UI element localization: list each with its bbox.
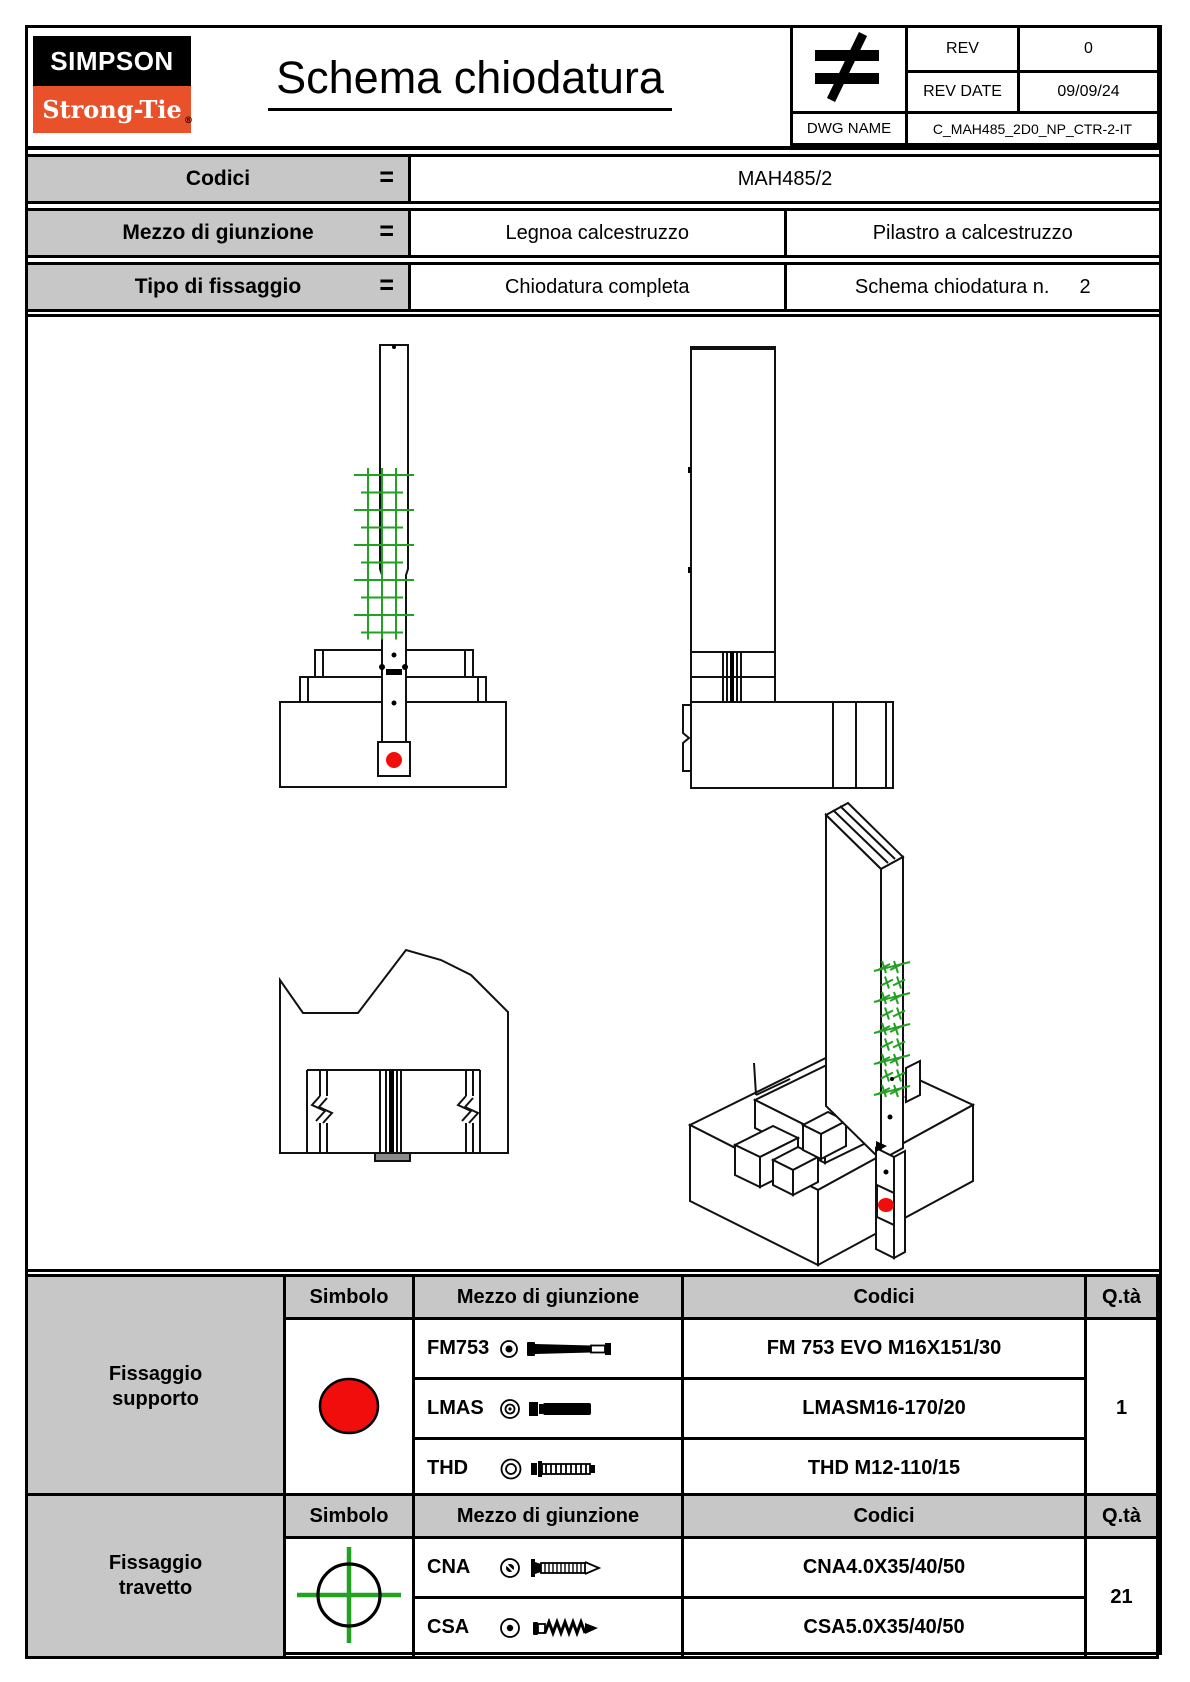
codici-value: MAH485/2 <box>737 167 833 190</box>
header-divider <box>25 146 1162 150</box>
header-qty: Q.tà <box>1086 1495 1158 1538</box>
header-codici: Codici <box>683 1276 1086 1319</box>
rev-date-label: REV DATE <box>907 72 1019 113</box>
code-cna: CNA4.0X35/40/50 <box>683 1538 1086 1598</box>
code-thd: THD M12-110/15 <box>683 1439 1086 1499</box>
rev-label: REV <box>907 27 1019 72</box>
joist-symbol-cell <box>285 1538 414 1658</box>
header-mezzo: Mezzo di giunzione <box>414 1276 683 1319</box>
header-mezzo: Mezzo di giunzione <box>414 1495 683 1538</box>
code-csa: CSA5.0X35/40/50 <box>683 1598 1086 1658</box>
support-fixing-table <box>25 1274 1159 1500</box>
mezzo-value-2: Pilastro a calcestruzzo <box>784 211 1160 255</box>
logo-simpson-text: SIMPSON <box>33 36 191 86</box>
simpson-strongtie-logo <box>33 36 191 133</box>
header-codici: Codici <box>683 1495 1086 1538</box>
technical-drawing <box>28 317 1159 1269</box>
plan-section-view <box>280 950 508 1161</box>
revision-table <box>790 25 1160 146</box>
equals-sign: = <box>379 269 394 301</box>
support-table-label: Fissaggio supporto <box>27 1276 285 1499</box>
registered-mark: ® <box>184 116 193 126</box>
header-simbolo: Simbolo <box>285 1276 414 1319</box>
cna-nail-icon <box>499 1550 629 1586</box>
info-row-fissaggio <box>25 262 1162 312</box>
code-lmas: LMASM16-170/20 <box>683 1379 1086 1439</box>
info-row-codici <box>25 154 1162 204</box>
lmas-anchor-icon <box>499 1391 629 1427</box>
fastener-row-thd: THD <box>414 1439 683 1499</box>
not-equal-projection-icon <box>799 28 899 106</box>
projection-symbol-cell <box>792 27 907 113</box>
front-view <box>280 345 506 787</box>
joist-table-label: Fissaggio travetto <box>27 1495 285 1658</box>
header-qty: Q.tà <box>1086 1276 1158 1319</box>
equals-sign: = <box>379 215 394 247</box>
rev-date-value: 09/09/24 <box>1019 72 1159 113</box>
isometric-view <box>690 803 973 1265</box>
side-view <box>683 347 893 788</box>
drawing-area <box>25 314 1162 1272</box>
fastener-row-cna: CNA <box>414 1538 683 1598</box>
red-circle-icon <box>304 1356 394 1456</box>
fastener-row-fm753: FM753 <box>414 1319 683 1379</box>
dwg-name-value: C_MAH485_2D0_NP_CTR-2-IT <box>907 113 1159 145</box>
thd-screw-anchor-icon <box>499 1451 629 1487</box>
logo-strongtie-text: Strong-Tie ® <box>33 86 191 133</box>
fastener-row-csa: CSA <box>414 1598 683 1658</box>
mezzo-label-cell: Mezzo di giunzione = <box>28 211 411 255</box>
equals-sign: = <box>379 161 394 193</box>
csa-screw-icon <box>499 1610 629 1646</box>
schema-number: 2 <box>1079 275 1091 298</box>
fissaggio-label-cell: Tipo di fissaggio = <box>28 265 411 309</box>
code-fm753: FM 753 EVO M16X151/30 <box>683 1319 1086 1379</box>
page-title: Schema chiodatura <box>200 52 740 111</box>
joist-qty: 21 <box>1086 1538 1158 1658</box>
fm753-bolt-icon <box>499 1331 629 1367</box>
support-qty: 1 <box>1086 1319 1158 1499</box>
joist-fixing-table <box>25 1493 1159 1659</box>
mezzo-value-1: Legnoa calcestruzzo <box>505 221 689 244</box>
support-symbol-cell <box>285 1319 414 1499</box>
green-crosshair-icon <box>289 1541 409 1649</box>
info-row-mezzo <box>25 208 1162 258</box>
codici-label-cell: Codici = <box>28 157 411 201</box>
header-simbolo: Simbolo <box>285 1495 414 1538</box>
dwg-name-label: DWG NAME <box>792 113 907 145</box>
fissaggio-value-1: Chiodatura completa <box>504 275 690 298</box>
fastener-row-lmas: LMAS <box>414 1379 683 1439</box>
fissaggio-value-2: Schema chiodatura n. 2 <box>784 265 1160 309</box>
rev-value: 0 <box>1019 27 1159 72</box>
